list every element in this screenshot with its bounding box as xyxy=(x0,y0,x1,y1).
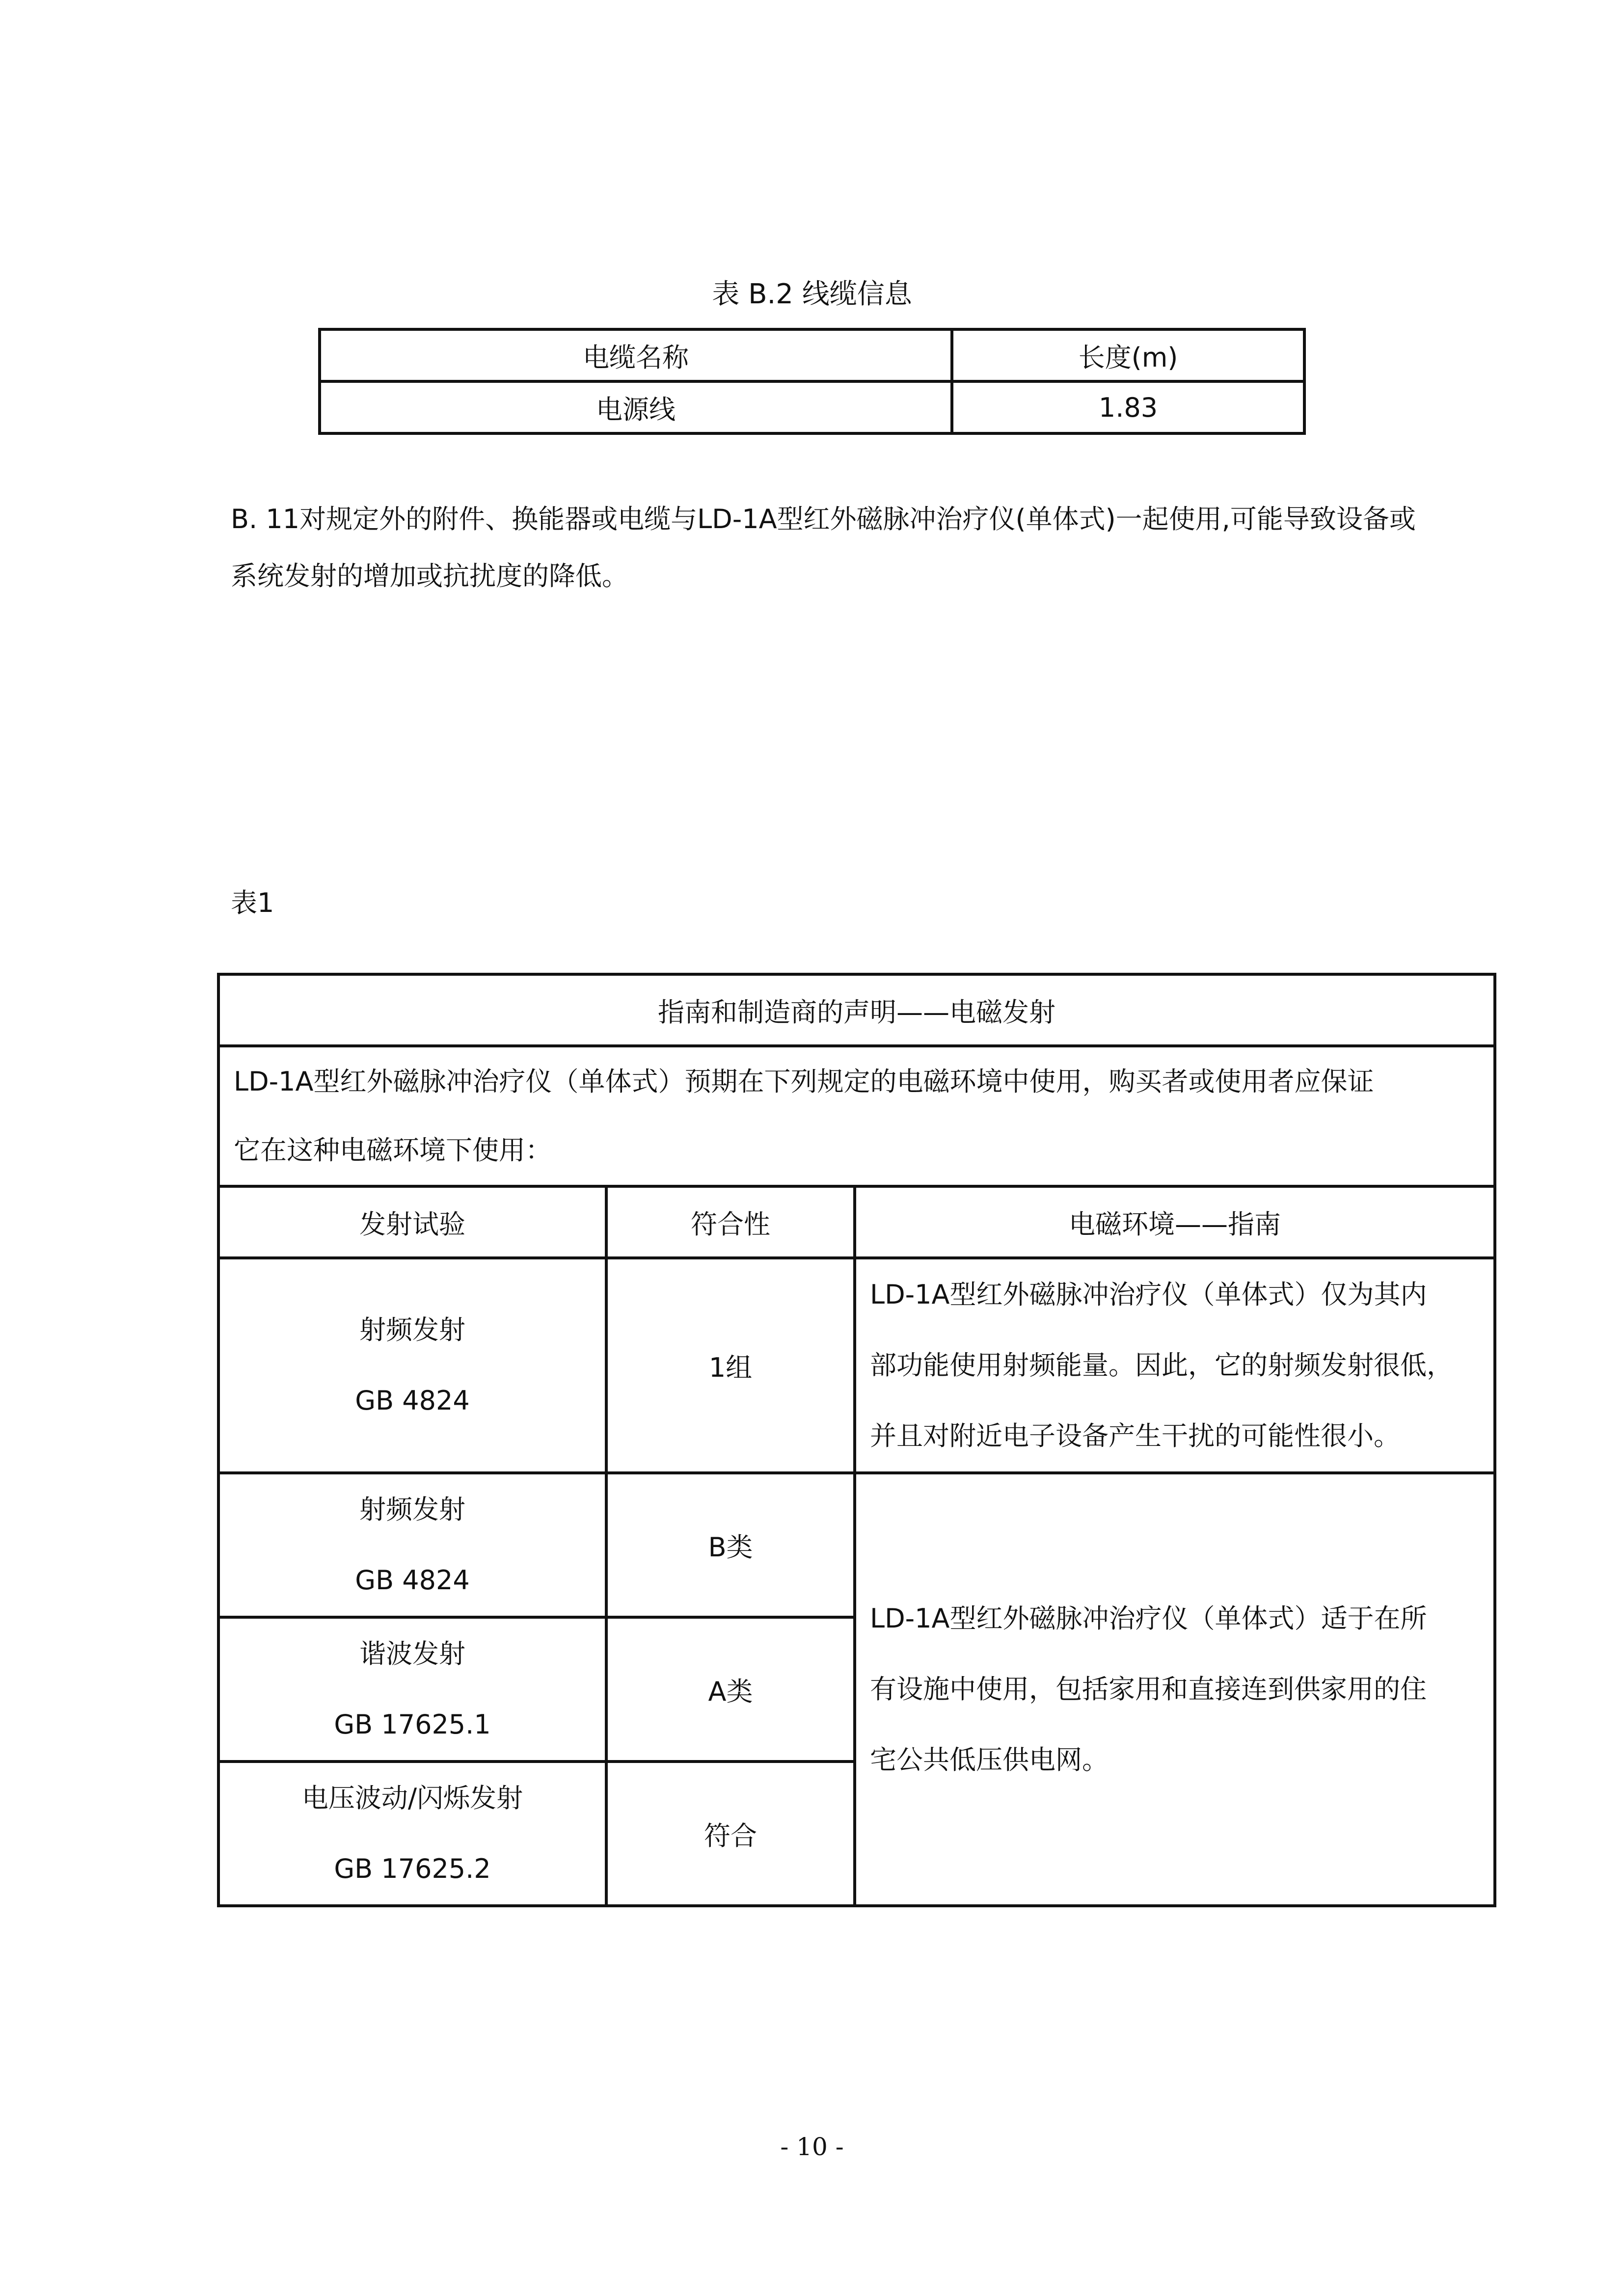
cell-compliance: 1组 xyxy=(606,1258,855,1473)
table-row xyxy=(218,1473,1495,1617)
cable-info-table xyxy=(318,328,1306,435)
header-guidance: 电磁环境——指南 xyxy=(855,1186,1495,1258)
table1-label: 表1 xyxy=(231,887,274,918)
cell-compliance: A类 xyxy=(606,1617,855,1762)
guidance-line: 有设施中使用，包括家用和直接连到供家用的住 xyxy=(870,1674,1427,1705)
cell-emission-test xyxy=(218,1473,606,1617)
guidance-line: 部功能使用射频能量。因此，它的射频发射很低， xyxy=(870,1350,1453,1381)
cell-emission-test xyxy=(218,1762,606,1906)
test-name: 射频发射 xyxy=(359,1314,465,1345)
header-length: 长度(m) xyxy=(952,329,1304,381)
test-name: 射频发射 xyxy=(359,1494,465,1525)
intro-line-2: 它在这种电磁环境下使用： xyxy=(234,1135,552,1166)
header-emission-test: 发射试验 xyxy=(218,1186,606,1258)
cell-compliance: 符合 xyxy=(606,1762,855,1906)
guidance-line: 宅公共低压供电网。 xyxy=(870,1744,1109,1775)
guidance-line: LD-1A型红外磁脉冲治疗仪（单体式）适于在所 xyxy=(870,1603,1427,1634)
cell-emission-test xyxy=(218,1258,606,1473)
cell-guidance xyxy=(855,1258,1495,1473)
cell-compliance: B类 xyxy=(606,1473,855,1617)
cell-length: 1.83 xyxy=(952,381,1304,433)
table-row xyxy=(320,381,1304,433)
test-name: 电压波动/闪烁发射 xyxy=(301,1783,523,1814)
test-standard: GB 4824 xyxy=(355,1565,470,1596)
cell-emission-test xyxy=(218,1617,606,1762)
table-b2-caption: 表 B.2 线缆信息 xyxy=(712,278,912,310)
guidance-line: 并且对附近电子设备产生干扰的可能性很小。 xyxy=(870,1420,1400,1451)
table-title-row xyxy=(218,974,1495,1046)
test-standard: GB 4824 xyxy=(355,1385,470,1416)
header-compliance: 符合性 xyxy=(606,1186,855,1258)
cell-cable-name: 电源线 xyxy=(320,381,952,433)
table-row xyxy=(218,1258,1495,1473)
table-header-row xyxy=(320,329,1304,381)
test-name: 谐波发射 xyxy=(359,1638,465,1669)
cell-guidance xyxy=(855,1473,1495,1906)
test-standard: GB 17625.2 xyxy=(334,1853,491,1884)
table-intro-row xyxy=(218,1046,1495,1186)
table-title: 指南和制造商的声明——电磁发射 xyxy=(218,974,1495,1046)
emission-declaration-table xyxy=(217,973,1496,1907)
paragraph-b11: B. 11对规定外的附件、换能器或电缆与LD-1A型红外磁脉冲治疗仪(单体式)一起使用,可能导致设备或系统发射的增加或抗扰度的降低。 xyxy=(231,504,1416,591)
guidance-line: LD-1A型红外磁脉冲治疗仪（单体式）仅为其内 xyxy=(870,1279,1427,1310)
table-intro xyxy=(218,1046,1495,1186)
table-header-row xyxy=(218,1186,1495,1258)
header-cable-name: 电缆名称 xyxy=(320,329,952,381)
page-number: - 10 - xyxy=(780,2133,844,2161)
intro-line-1: LD-1A型红外磁脉冲治疗仪（单体式）预期在下列规定的电磁环境中使用，购买者或使用者应保证 xyxy=(234,1066,1374,1097)
test-standard: GB 17625.1 xyxy=(334,1709,491,1740)
